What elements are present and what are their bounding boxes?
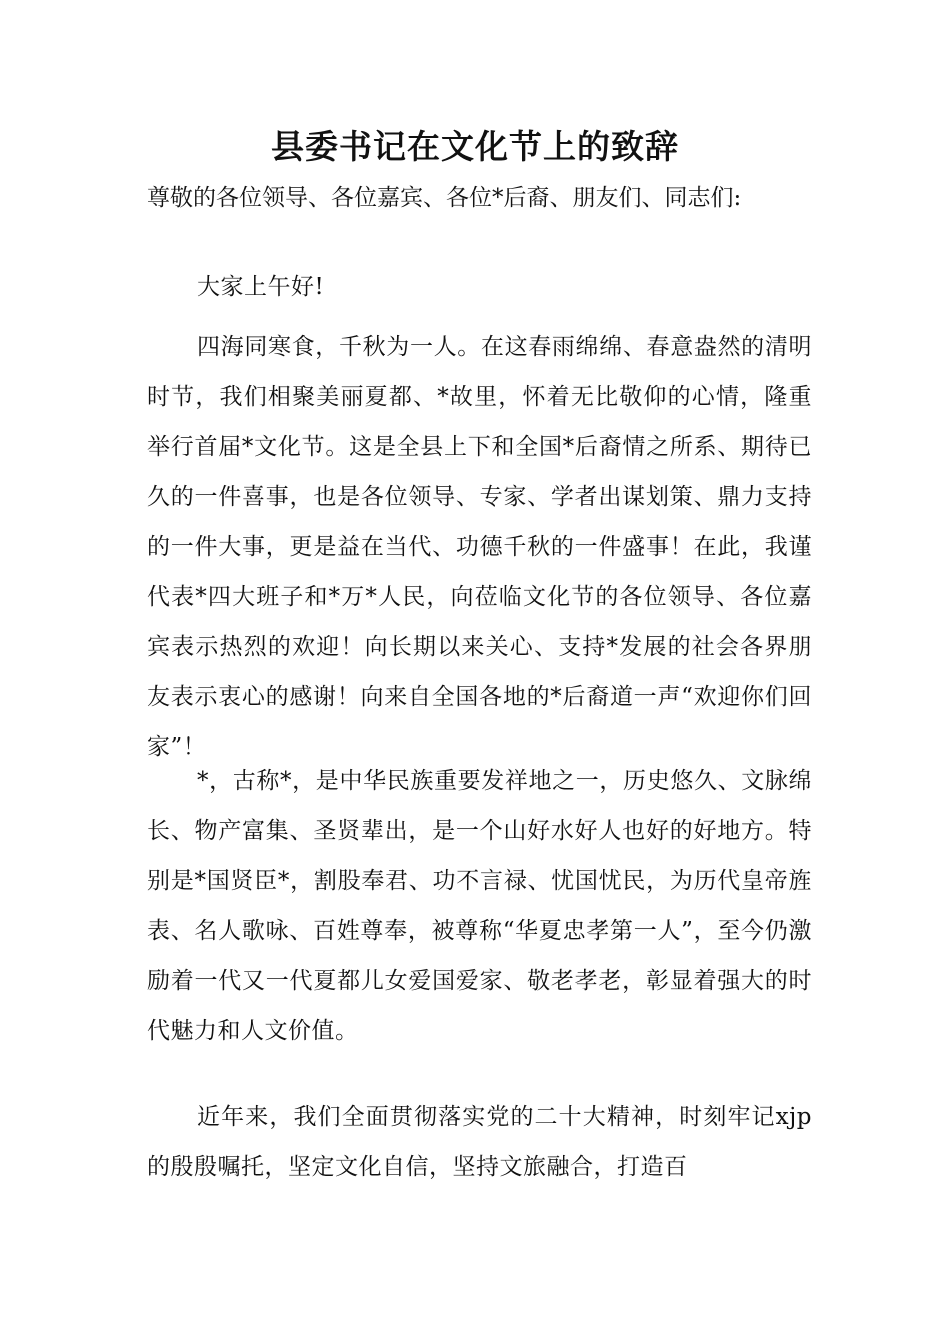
body-paragraph-1: 四海同寒食，千秋为一人。在这春雨绵绵、春意盎然的清明时节，我们相聚美丽夏都、*故里，怀着无比敬仰的心情，隆重举行首届*文化节。这是全县上下和全国*后裔情之所系、期待已久的一件喜事，也是各位领导、专家、学者出谋划策、鼎力支持的一件大事，更是益在当代、功德千秋的一件盛事！在此，我谨代表*四大班子和*万*人民，向莅临文化节的各位领导、各位嘉宾表示热烈的欢迎！向长期以来关心、支持*发展的社会各界朋友表示衷心的感谢！向来自全国各地的*后裔道一声“欢迎你们回家”！ [147,334,812,760]
greeting-paragraph: 大家上午好! [197,274,325,300]
body-paragraph-3: 近年来，我们全面贯彻落实党的二十大精神，时刻牢记xjp的殷殷嘱托，坚定文化自信，坚持文旅融合，打造百 [147,1104,812,1180]
body-paragraph-2: *，古称*，是中华民族重要发祥地之一，历史悠久、文脉绵长、物产富集、圣贤辈出，是一个山好水好人也好的好地方。特别是*国贤臣*，割股奉君、功不言禄、忧国忧民，为历代皇帝旌表、名人歌咏、百姓尊奉，被尊称“华夏忠孝第一人”，至今仍激励着一代又一代夏都儿女爱国爱家、敬老孝老，彰显着强大的时代魅力和人文价值。 [147,768,812,1044]
document-title: 县委书记在文化节上的致辞 [271,127,679,166]
salutation: 尊敬的各位领导、各位嘉宾、各位*后裔、朋友们、同志们: [147,185,742,211]
